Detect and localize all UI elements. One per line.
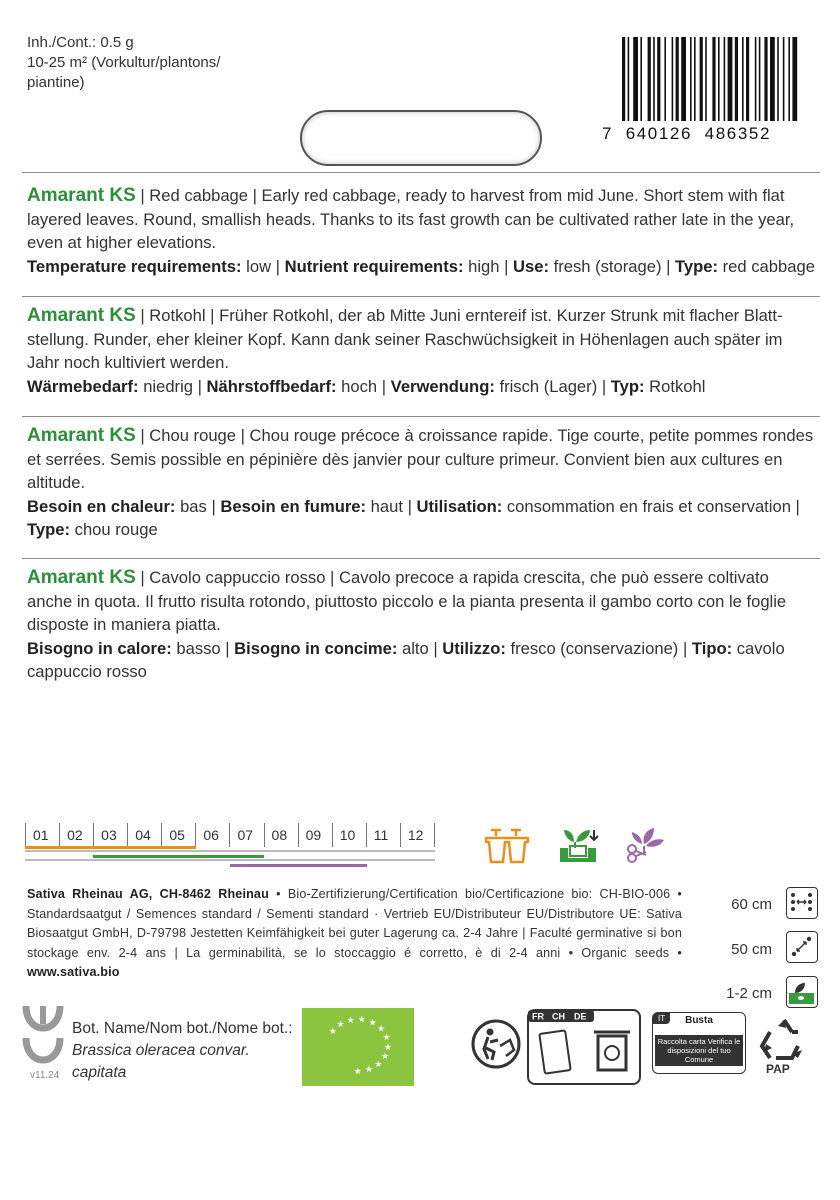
barcode-digits: 7 640126 486352 bbox=[602, 124, 772, 143]
busta-text: Raccolta carta Verifica le disposizioni del tuo Comune bbox=[655, 1035, 743, 1066]
description-fr bbox=[27, 424, 817, 542]
botanical-label: Bot. Name/Nom bot./Nome bot.: bbox=[72, 1020, 293, 1037]
month-label: 09 bbox=[298, 823, 332, 847]
tab-de: DE bbox=[574, 1011, 587, 1022]
req-value: cavolo cappuccio rosso bbox=[27, 638, 785, 681]
req-label: Besoin en chaleur: bbox=[27, 496, 176, 516]
eu-star-icon: ★ bbox=[336, 1018, 345, 1029]
plant-spacing-icon bbox=[786, 931, 818, 963]
description-it bbox=[27, 566, 817, 684]
eu-star-icon: ★ bbox=[353, 1065, 362, 1076]
transplant-icon bbox=[556, 822, 602, 868]
month-label: 10 bbox=[332, 823, 366, 847]
req-value: high | bbox=[463, 256, 513, 276]
content-line: Inh./Cont.: 0.5 g bbox=[27, 34, 134, 51]
month-label: 06 bbox=[195, 823, 229, 847]
req-label: Besoin en fumure: bbox=[220, 496, 367, 516]
divider bbox=[22, 296, 820, 297]
month-label: 08 bbox=[264, 823, 298, 847]
description-de bbox=[27, 304, 817, 398]
variety-name: Amarant KS bbox=[27, 567, 136, 588]
pap-number: 22 bbox=[778, 1038, 791, 1050]
month-label: 05 bbox=[161, 823, 195, 847]
busta-card bbox=[652, 1012, 746, 1074]
variety-name: Amarant KS bbox=[27, 305, 136, 326]
botanical-name-line-2: capitata bbox=[72, 1064, 127, 1081]
eu-star-icon: ★ bbox=[368, 1017, 377, 1028]
harvest-bar bbox=[230, 864, 367, 867]
req-value: hoch | bbox=[336, 376, 391, 396]
row-spacing-value: 60 cm bbox=[731, 896, 772, 913]
req-value: frisch (Lager) | bbox=[494, 376, 611, 396]
month-label: 04 bbox=[127, 823, 161, 847]
req-label: Utilizzo: bbox=[442, 638, 506, 658]
month-calendar bbox=[25, 823, 435, 847]
calendar-rule bbox=[25, 859, 435, 861]
req-value: low | bbox=[241, 256, 285, 276]
req-label: Type: bbox=[27, 520, 71, 539]
calendar-rule bbox=[25, 850, 435, 852]
hang-hole bbox=[300, 110, 542, 166]
month-label: 07 bbox=[229, 823, 263, 847]
eu-star-icon: ★ bbox=[377, 1023, 386, 1034]
company-text: • Bio-Zertifizierung/Certification bio/Certificazione bio: CH-BIO-006 • Standardsaatgut / Semences standard / Sementi standard · Vertrieb EU/Distributeur EU/Distributore UE: Sativa Biosaatgut GmbH, D-79798 Jestetten Keimfähigkeit bei guter Lagerung ca. 2-4 Jahre | Faculté germinative si bon stockage env. 2-4 ans | La germinabilità, se lo stoccaggio é corretto, è di 2-4 anni • Organic seeds • bbox=[27, 887, 682, 960]
req-value: red cabbage bbox=[718, 256, 815, 276]
seed-tray-icon bbox=[484, 822, 530, 868]
req-label: Typ: bbox=[610, 376, 645, 396]
tab-fr: FR bbox=[532, 1011, 544, 1022]
sowing-bar bbox=[25, 846, 196, 849]
eu-star-icon: ★ bbox=[346, 1014, 355, 1025]
req-value: haut | bbox=[366, 496, 417, 516]
req-value: chou rouge bbox=[70, 520, 158, 539]
req-label: Use: bbox=[513, 256, 549, 276]
req-label: Wärmebedarf: bbox=[27, 376, 139, 396]
eu-star-icon: ★ bbox=[374, 1059, 383, 1070]
botanical-name bbox=[72, 1018, 293, 1084]
busta-title: Busta bbox=[685, 1015, 713, 1026]
sowing-depth-icon bbox=[786, 976, 818, 1008]
req-value: alto | bbox=[397, 638, 443, 658]
month-label: 12 bbox=[400, 823, 435, 847]
description-text: | Rotkohl | Früher Rotkohl, der ab Mitte Juni erntereif ist. Kurzer Strunk mit flacher Blatt-stellung. Runder, eher kleiner Kopf. Kann dank seiner Raschwüchsigkeit in Höhenlagen auch später im Jahr noch kultiviert werden. bbox=[27, 306, 783, 372]
req-label: Nährstoffbedarf: bbox=[206, 376, 337, 396]
variety-name: Amarant KS bbox=[27, 185, 136, 206]
req-value: bas | bbox=[175, 496, 221, 516]
month-label: 01 bbox=[25, 823, 59, 847]
req-value: fresh (storage) | bbox=[548, 256, 676, 276]
req-label: Utilisation: bbox=[416, 496, 503, 516]
eu-star-icon: ★ bbox=[364, 1064, 373, 1075]
area-line-2: piantine) bbox=[27, 74, 85, 91]
description-text: | Chou rouge | Chou rouge précoce à croissance rapide. Tige courte, petite pommes rondes et serrées. Semis possible en pépinière dès janvier pour culture primeur. Convient bien aux cultures en altitude. bbox=[27, 426, 814, 492]
eu-star-icon: ★ bbox=[328, 1025, 337, 1036]
pap-label: PAP bbox=[766, 1062, 790, 1076]
sativa-logo-icon bbox=[22, 1002, 64, 1068]
req-value: niedrig | bbox=[138, 376, 207, 396]
version-label: v11.24 bbox=[30, 1070, 60, 1081]
description-text: | Red cabbage | Early red cabbage, ready to harvest from mid June. Short stem with flat layered leaves. Round, smallish heads. Thanks to its fast growth can be cultivated rather late in the year, even at higher elevations. bbox=[27, 186, 795, 252]
triman-icon bbox=[470, 1018, 522, 1070]
website-link[interactable]: www.sativa.bio bbox=[27, 965, 120, 979]
eu-star-icon: ★ bbox=[383, 1041, 392, 1052]
plant-spacing-value: 50 cm bbox=[731, 941, 772, 958]
description-text: | Cavolo cappuccio rosso | Cavolo precoce a rapida crescita, che può essere coltivato anche in quota. Il frutto risulta rotondo, piuttosto piccolo e la pianta presenta il gambo corto con le foglie disposte in maniera piatta. bbox=[27, 568, 787, 634]
company-info bbox=[27, 885, 682, 983]
eu-star-icon: ★ bbox=[381, 1051, 390, 1062]
divider bbox=[22, 416, 820, 417]
req-value: Rotkohl bbox=[644, 376, 706, 396]
month-label: 11 bbox=[366, 823, 400, 847]
month-label: 03 bbox=[93, 823, 127, 847]
description-en bbox=[27, 184, 817, 278]
area-line-1: 10-25 m² (Vorkultur/plantons/ bbox=[27, 54, 221, 71]
month-label: 02 bbox=[59, 823, 93, 847]
tab-ch: CH bbox=[552, 1011, 565, 1022]
busta-tab: IT bbox=[653, 1013, 670, 1024]
sowing-depth-value: 1-2 cm bbox=[726, 985, 772, 1002]
req-label: Bisogno in calore: bbox=[27, 638, 172, 658]
req-label: Bisogno in concime: bbox=[234, 638, 398, 658]
req-label: Tipo: bbox=[691, 638, 733, 658]
req-label: Nutrient requirements: bbox=[284, 256, 464, 276]
harvest-scissors-icon bbox=[624, 822, 670, 868]
req-label: Type: bbox=[675, 256, 719, 276]
planting-bar bbox=[93, 855, 264, 858]
variety-name: Amarant KS bbox=[27, 425, 136, 446]
divider bbox=[22, 172, 820, 173]
header-info bbox=[27, 33, 220, 93]
eu-organic-logo bbox=[302, 1008, 414, 1086]
recycling-info-block bbox=[526, 1008, 642, 1088]
req-value: fresco (conservazione) | bbox=[505, 638, 692, 658]
row-spacing-icon bbox=[786, 887, 818, 919]
req-value: consommation en frais et conservation | bbox=[502, 496, 800, 516]
eu-star-icon: ★ bbox=[357, 1014, 366, 1025]
req-label: Temperature requirements: bbox=[27, 256, 242, 276]
eu-star-icon: ★ bbox=[382, 1032, 391, 1043]
divider bbox=[22, 558, 820, 559]
botanical-name-line-1: Brassica oleracea convar. bbox=[72, 1042, 250, 1059]
req-value: basso | bbox=[171, 638, 235, 658]
req-label: Verwendung: bbox=[390, 376, 495, 396]
company-name: Sativa Rheinau AG, CH-8462 Rheinau bbox=[27, 887, 269, 901]
